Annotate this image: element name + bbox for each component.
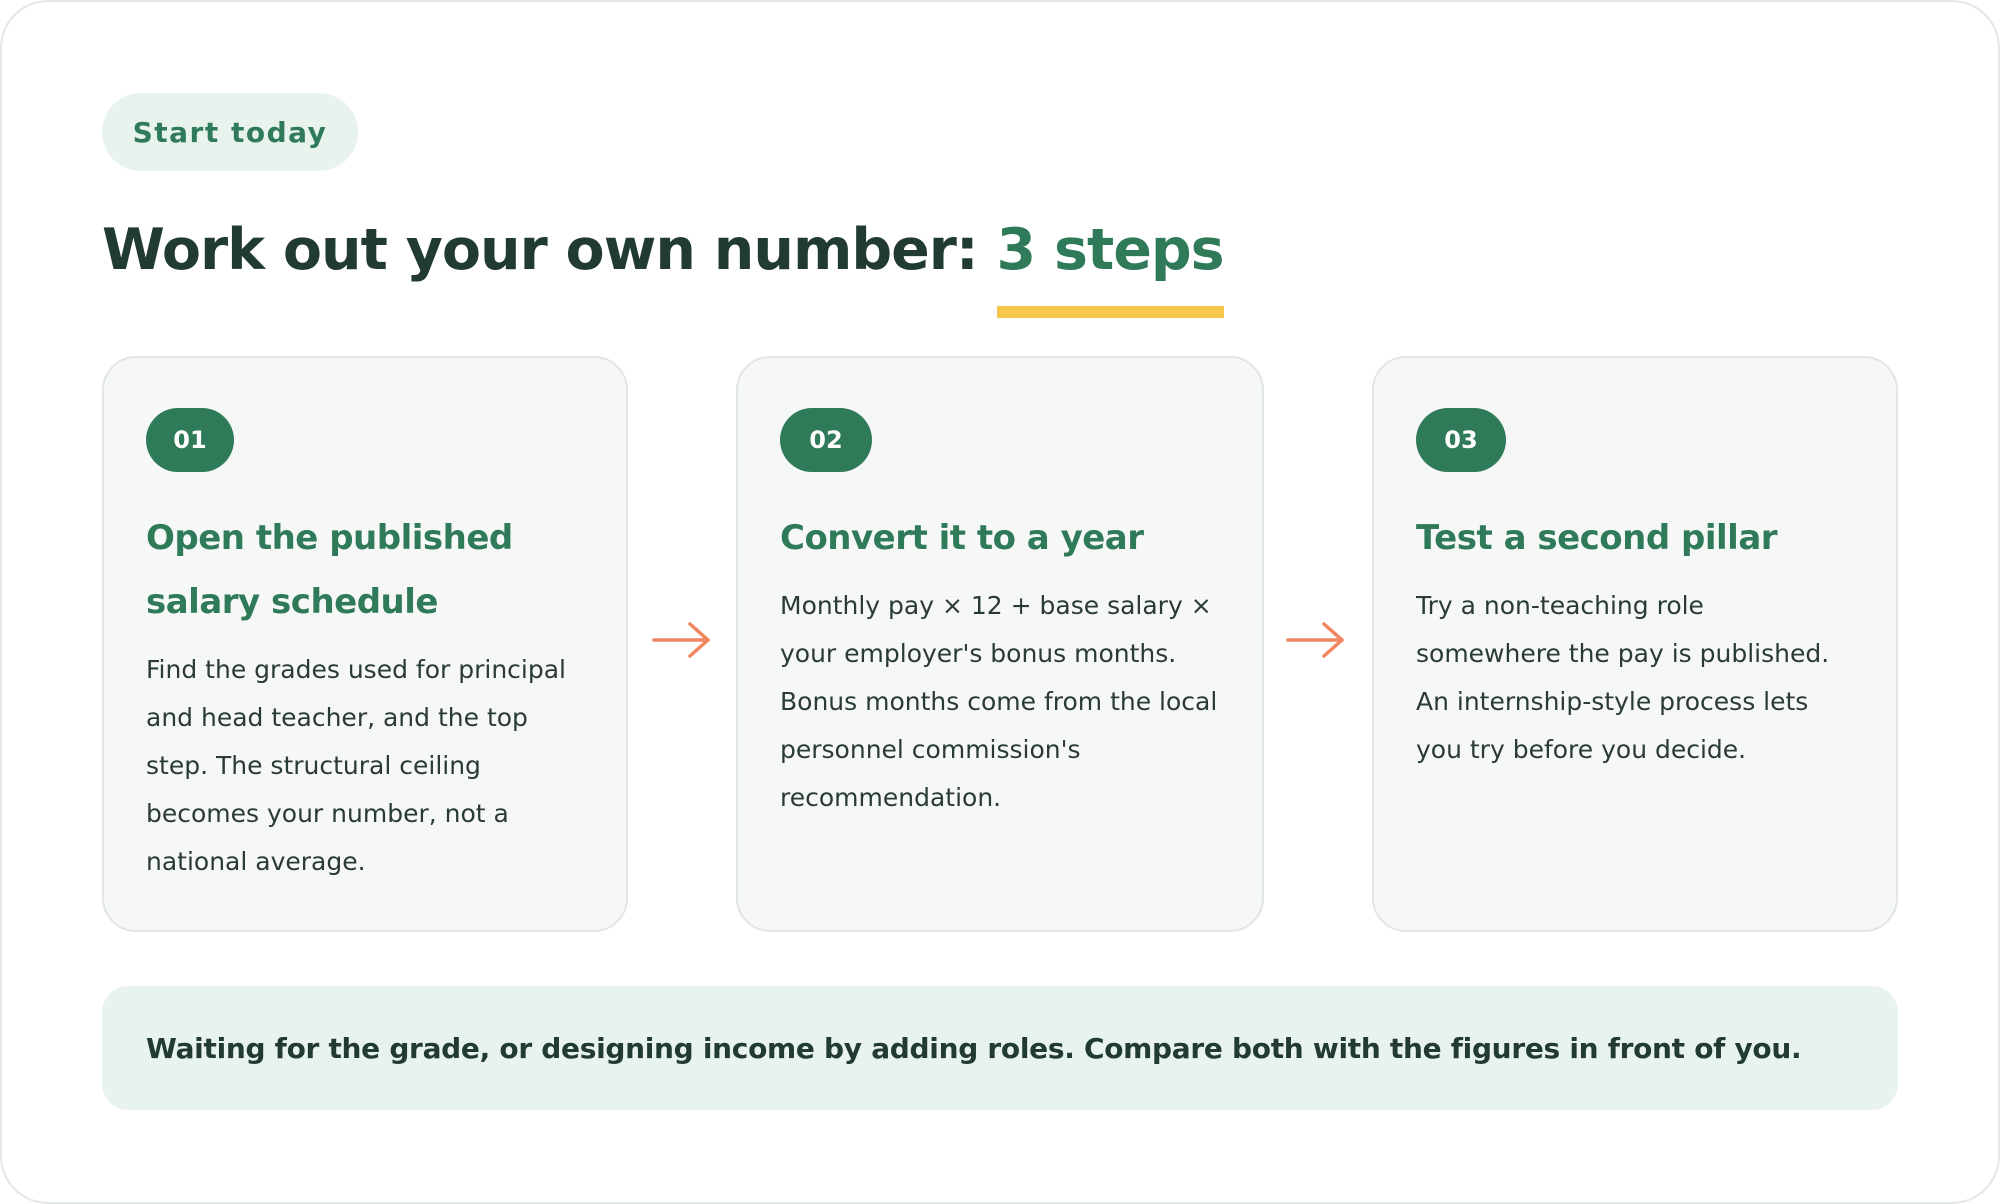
page-title-main: Work out your own number:: [102, 217, 997, 283]
step-description: Monthly pay × 12 + base salary × your employer's bonus months. Bonus months come from the local personnel commission's recommendation.: [780, 591, 1218, 812]
step-description: Try a non-teaching role somewhere the pay is published. An internship-style process lets you try before you decide.: [1416, 591, 1830, 764]
page-title: [102, 210, 1224, 290]
step-title: Convert it to a year: [780, 518, 1144, 558]
step-title: Open the published salary schedule: [146, 518, 513, 622]
step-description: Find the grades used for principal and head teacher, and the top step. The structural ceiling becomes your number, not a national average.: [146, 655, 566, 876]
start-today-badge: Start today: [102, 93, 358, 171]
step-number-badge: 03: [1416, 408, 1506, 472]
step-card-1: [102, 356, 628, 932]
arrow-right-icon: [652, 616, 712, 664]
summary-callout: Waiting for the grade, or designing income by adding roles. Compare both with the figures in front of you.: [102, 986, 1898, 1110]
page-title-accent: [997, 210, 1224, 290]
step-card-3: [1372, 356, 1898, 932]
step-card-2: [736, 356, 1264, 932]
step-number-badge: 01: [146, 408, 234, 472]
page-title-accent-text: 3 steps: [996, 217, 1224, 283]
step-title: Test a second pillar: [1416, 518, 1778, 558]
arrow-right-icon: [1286, 616, 1346, 664]
step-number-badge: 02: [780, 408, 872, 472]
title-underline: [997, 306, 1224, 318]
